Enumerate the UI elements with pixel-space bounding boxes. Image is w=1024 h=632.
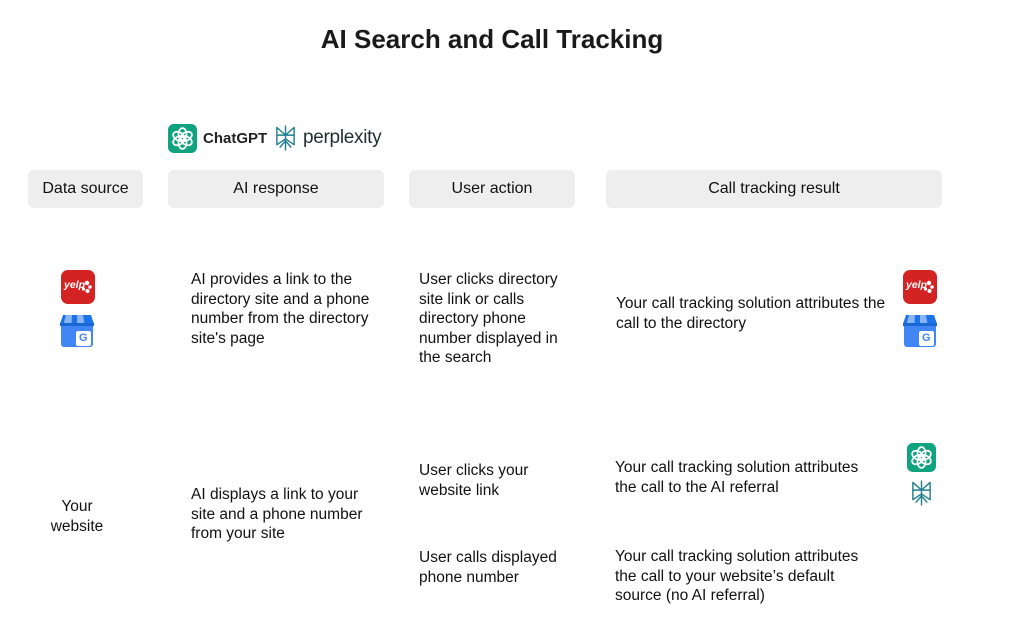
page-title: AI Search and Call Tracking — [320, 24, 664, 54]
header-data-source: Data source — [28, 170, 143, 208]
website-data-source: Your website — [50, 498, 104, 535]
chatgpt-icon-result — [907, 443, 936, 472]
website-user-action-call: User calls displayed phone number — [419, 549, 557, 586]
header-call-tracking-result: Call tracking result — [606, 170, 942, 208]
header-ai-response: AI response — [168, 170, 384, 208]
chatgpt-brand — [168, 124, 267, 153]
yelp-wordmark-result: yelp — [906, 279, 928, 291]
perplexity-icon-result — [910, 479, 933, 507]
yelp-icon-result — [903, 270, 937, 304]
website-result-default-source: Your call tracking solution attributes the call to your website’s default source (no AI referral) — [615, 548, 859, 604]
perplexity-icon — [274, 124, 297, 152]
directory-ai-response: AI provides a link to the directory site and a phone number from the directory site's page — [191, 271, 370, 347]
google-g-letter: G — [79, 332, 88, 344]
perplexity-wordmark: perplexity — [303, 127, 382, 148]
yelp-icon — [61, 270, 95, 304]
perplexity-brand — [274, 124, 381, 152]
directory-user-action: User clicks directory site link or calls directory phone number displayed in the search — [419, 271, 558, 366]
website-ai-response: AI displays a link to your site and a phone number from your site — [191, 486, 363, 542]
header-user-action: User action — [409, 170, 575, 208]
website-result-ai-referral: Your call tracking solution attributes the call to the AI referral — [615, 459, 859, 496]
google-business-icon-result — [902, 312, 938, 348]
yelp-wordmark: yelp — [64, 279, 86, 291]
directory-result: Your call tracking solution attributes the call to the directory — [616, 295, 886, 332]
google-business-icon — [59, 312, 95, 348]
chatgpt-icon — [168, 124, 197, 153]
website-user-action-click: User clicks your website link — [419, 462, 529, 499]
chatgpt-wordmark: ChatGPT — [203, 130, 268, 147]
google-g-letter-result: G — [922, 332, 931, 344]
